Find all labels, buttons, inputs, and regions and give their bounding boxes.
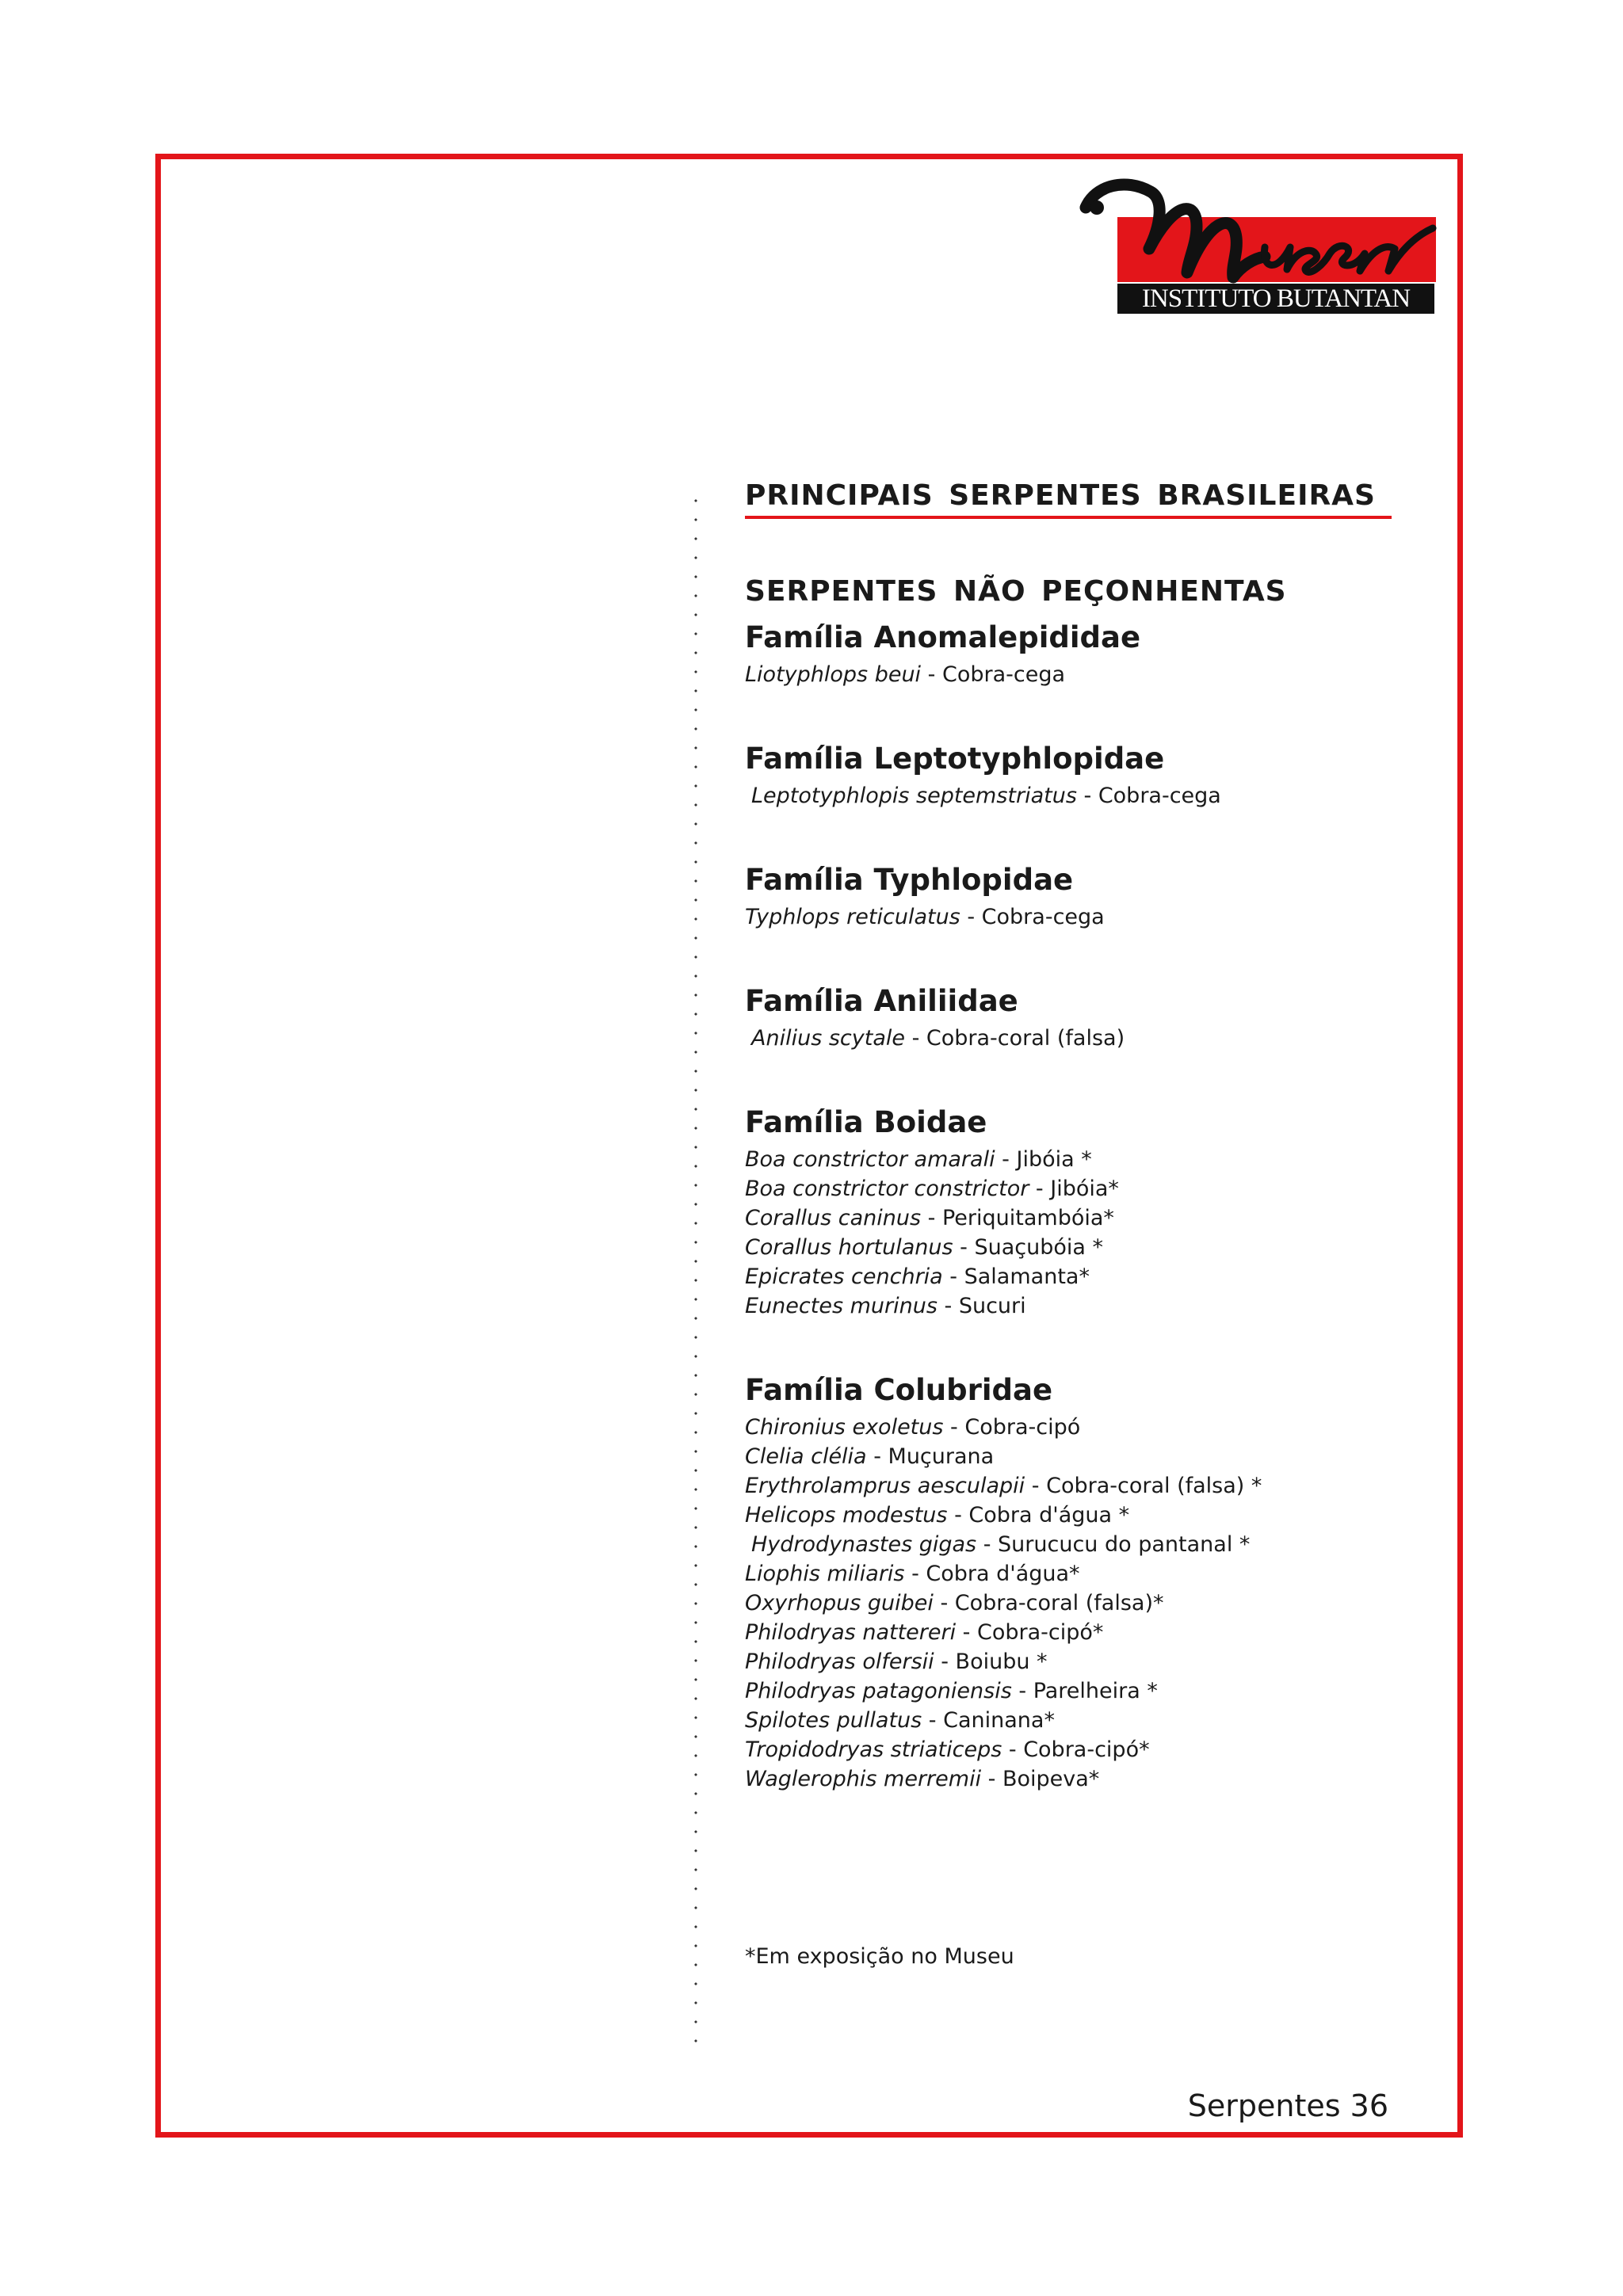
species-item [745,1589,1442,1618]
family-section [745,616,1442,689]
scientific-name: Chironius exoletus [745,1415,944,1440]
species-item [745,1706,1442,1735]
scientific-name: Epicrates cenchria [745,1264,943,1289]
scientific-name: Leptotyphlopis septemstriatus [751,784,1077,808]
scientific-name: Oxyrhopus guibei [745,1591,934,1615]
species-item [745,1262,1442,1291]
common-name: - Periquitambóia* [921,1206,1114,1230]
common-name: - Muçurana [866,1444,995,1469]
family-section [745,1368,1442,1794]
common-name: - Cobra d'água* [904,1562,1080,1586]
family-section [745,1100,1442,1321]
common-name: - Cobra-coral (falsa)* [933,1591,1164,1615]
common-name: - Cobra-coral (falsa) * [1025,1474,1262,1498]
scientific-name: Typhlops reticulatus [745,905,960,929]
species-item [745,1735,1442,1764]
logo-label: INSTITUTO BUTANTAN [1117,284,1434,314]
species-list [745,1413,1442,1794]
common-name: - Boiubu * [934,1650,1048,1674]
common-name: - Surucucu do pantanal * [976,1532,1251,1557]
family-name: Família Leptotyphlopidae [745,742,1165,776]
species-item [745,781,1442,810]
common-name: - Cobra-cipó [943,1415,1081,1440]
scientific-name: Philodryas patagoniensis [745,1679,1012,1703]
species-item [745,1647,1442,1676]
family-list [745,616,1442,1794]
scientific-name: Corallus hortulanus [745,1235,953,1260]
common-name: - Jibóia* [1029,1177,1119,1201]
common-name: - Sucuri [937,1294,1026,1318]
scientific-name: Waglerophis merremii [745,1767,982,1791]
common-name: - Cobra-cega [1076,784,1221,808]
scientific-name: Philodryas olfersii [745,1650,934,1674]
species-item [745,1501,1442,1530]
scientific-name: Tropidodryas striaticeps [745,1737,1002,1762]
species-item [745,1024,1442,1053]
scientific-name: Spilotes pullatus [745,1708,922,1733]
family-section [745,737,1442,810]
species-item [745,1413,1442,1442]
species-item [745,1174,1442,1203]
species-list [745,1024,1442,1053]
scientific-name: Clelia clélia [745,1444,867,1469]
species-item [745,1618,1442,1647]
title-underline [745,516,1392,519]
family-section [745,979,1442,1053]
common-name: - Cobra-cega [921,662,1066,687]
species-item [745,1471,1442,1501]
dotted-divider [694,491,697,2050]
page-title: PRINCIPAIS SERPENTES BRASILEIRAS [745,479,1376,512]
scientific-name: Boa constrictor amarali [745,1147,995,1172]
footnote: *Em exposição no Museu [745,1944,1014,1969]
common-name: - Cobra-cipó* [956,1620,1104,1645]
scientific-name: Boa constrictor constrictor [745,1177,1029,1201]
common-name: - Jibóia * [995,1147,1092,1172]
species-item [745,1291,1442,1321]
scientific-name: Erythrolamprus aesculapii [745,1474,1025,1498]
scientific-name: Hydrodynastes gigas [751,1532,977,1557]
species-list [745,781,1442,810]
species-item [745,1764,1442,1794]
scientific-name: Corallus caninus [745,1206,922,1230]
common-name: - Suaçubóia * [953,1235,1104,1260]
species-item [745,1559,1442,1589]
species-item [745,1442,1442,1471]
scientific-name: Anilius scytale [751,1026,905,1051]
family-name: Família Typhlopidae [745,863,1074,897]
scientific-name: Philodryas nattereri [745,1620,957,1645]
section-title: SERPENTES NÃO PEÇONHENTAS [745,575,1287,608]
species-item [745,1233,1442,1262]
species-item [745,660,1442,689]
species-list [745,660,1442,689]
family-name: Família Aniliidae [745,984,1018,1018]
main-content [745,479,1442,1794]
common-name: - Cobra-cipó* [1002,1737,1150,1762]
scientific-name: Liophis miliaris [745,1562,905,1586]
common-name: - Cobra-cega [960,905,1105,929]
common-name: - Parelheira * [1011,1679,1158,1703]
family-section [745,858,1442,932]
scientific-name: Eunectes murinus [745,1294,938,1318]
common-name: - Boipeva* [981,1767,1100,1791]
species-item [745,1676,1442,1706]
family-name: Família Boidae [745,1105,987,1139]
scientific-name: Helicops modestus [745,1503,948,1527]
common-name: - Cobra d'água * [947,1503,1130,1527]
museu-logo [1078,171,1439,314]
family-name: Família Anomalepididae [745,620,1141,654]
species-item [745,1145,1442,1174]
species-item [745,1203,1442,1233]
page-number: Serpentes 36 [1187,2088,1388,2123]
family-name: Família Colubridae [745,1373,1053,1407]
common-name: - Caninana* [922,1708,1055,1733]
species-list [745,902,1442,932]
species-list [745,1145,1442,1321]
scientific-name: Liotyphlops beui [745,662,922,687]
common-name: - Salamanta* [942,1264,1090,1289]
species-item [745,1530,1442,1559]
species-item [745,902,1442,932]
common-name: - Cobra-coral (falsa) [904,1026,1125,1051]
